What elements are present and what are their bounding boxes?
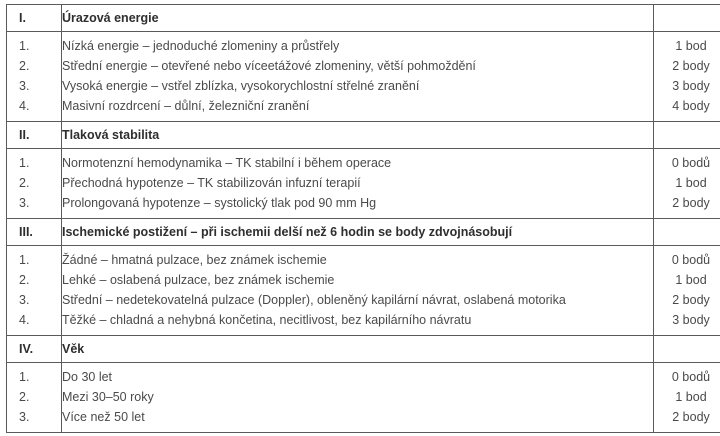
item-points: 2 body bbox=[654, 56, 720, 76]
table-row bbox=[7, 56, 720, 76]
section-header bbox=[7, 336, 720, 363]
section-header bbox=[7, 219, 720, 246]
item-description: Lehké – oslabená pulzace, bez známek ischemie bbox=[62, 270, 654, 290]
item-points: 2 body bbox=[654, 407, 720, 433]
item-number: 3. bbox=[7, 407, 62, 433]
item-number: 1. bbox=[7, 32, 62, 57]
table-row bbox=[7, 246, 720, 271]
item-description: Žádné – hmatná pulzace, bez známek ischemie bbox=[62, 246, 654, 271]
item-points: 0 bodů bbox=[654, 149, 720, 174]
item-points: 0 bodů bbox=[654, 363, 720, 388]
item-number: 3. bbox=[7, 193, 62, 219]
table-row bbox=[7, 290, 720, 310]
section-numeral: IV. bbox=[7, 336, 62, 363]
item-points: 2 body bbox=[654, 290, 720, 310]
item-points: 0 bodů bbox=[654, 246, 720, 271]
scoring-table bbox=[6, 4, 720, 433]
section-title: Věk bbox=[62, 336, 654, 363]
item-number: 2. bbox=[7, 56, 62, 76]
item-number: 4. bbox=[7, 310, 62, 336]
section-header bbox=[7, 122, 720, 149]
item-description: Nízká energie – jednoduché zlomeniny a průstřely bbox=[62, 32, 654, 57]
item-description: Mezi 30–50 roky bbox=[62, 387, 654, 407]
item-points: 1 bod bbox=[654, 32, 720, 57]
table-row bbox=[7, 270, 720, 290]
item-number: 2. bbox=[7, 173, 62, 193]
table-row bbox=[7, 387, 720, 407]
item-number: 3. bbox=[7, 76, 62, 96]
item-description: Vysoká energie – vstřel zblízka, vysokorychlostní střelné zranění bbox=[62, 76, 654, 96]
item-points: 1 bod bbox=[654, 387, 720, 407]
section-title: Tlaková stabilita bbox=[62, 122, 654, 149]
section-points-cell bbox=[654, 219, 720, 246]
table-row bbox=[7, 32, 720, 57]
section-numeral: II. bbox=[7, 122, 62, 149]
item-description: Více než 50 let bbox=[62, 407, 654, 433]
section-numeral: I. bbox=[7, 5, 62, 32]
table-row bbox=[7, 407, 720, 433]
section-header bbox=[7, 5, 720, 32]
item-description: Střední – nedetekovatelná pulzace (Doppler), obleněný kapilární návrat, oslabená motorika bbox=[62, 290, 654, 310]
section-points-cell bbox=[654, 336, 720, 363]
section-points-cell bbox=[654, 122, 720, 149]
item-points: 3 body bbox=[654, 76, 720, 96]
item-description: Normotenzní hemodynamika – TK stabilní i během operace bbox=[62, 149, 654, 174]
table-row bbox=[7, 173, 720, 193]
table-row bbox=[7, 96, 720, 122]
item-description: Prolongovaná hypotenze – systolický tlak pod 90 mm Hg bbox=[62, 193, 654, 219]
item-description: Do 30 let bbox=[62, 363, 654, 388]
table-row bbox=[7, 149, 720, 174]
item-points: 2 body bbox=[654, 193, 720, 219]
item-number: 2. bbox=[7, 270, 62, 290]
item-number: 4. bbox=[7, 96, 62, 122]
table-row bbox=[7, 76, 720, 96]
table-row bbox=[7, 193, 720, 219]
item-number: 1. bbox=[7, 363, 62, 388]
item-number: 2. bbox=[7, 387, 62, 407]
item-points: 4 body bbox=[654, 96, 720, 122]
section-points-cell bbox=[654, 5, 720, 32]
table-row bbox=[7, 363, 720, 388]
item-number: 3. bbox=[7, 290, 62, 310]
item-number: 1. bbox=[7, 246, 62, 271]
item-points: 1 bod bbox=[654, 173, 720, 193]
item-points: 1 bod bbox=[654, 270, 720, 290]
section-title: Úrazová energie bbox=[62, 5, 654, 32]
section-numeral: III. bbox=[7, 219, 62, 246]
item-number: 1. bbox=[7, 149, 62, 174]
section-title: Ischemické postižení – při ischemii delší než 6 hodin se body zdvojnásobují bbox=[62, 219, 654, 246]
item-description: Těžké – chladná a nehybná končetina, necitlivost, bez kapilárního návratu bbox=[62, 310, 654, 336]
item-points: 3 body bbox=[654, 310, 720, 336]
table-row bbox=[7, 310, 720, 336]
item-description: Střední energie – otevřené nebo víceetážové zlomeniny, větší pohmoždění bbox=[62, 56, 654, 76]
item-description: Masivní rozdrcení – důlní, železniční zranění bbox=[62, 96, 654, 122]
item-description: Přechodná hypotenze – TK stabilizován infuzní terapií bbox=[62, 173, 654, 193]
